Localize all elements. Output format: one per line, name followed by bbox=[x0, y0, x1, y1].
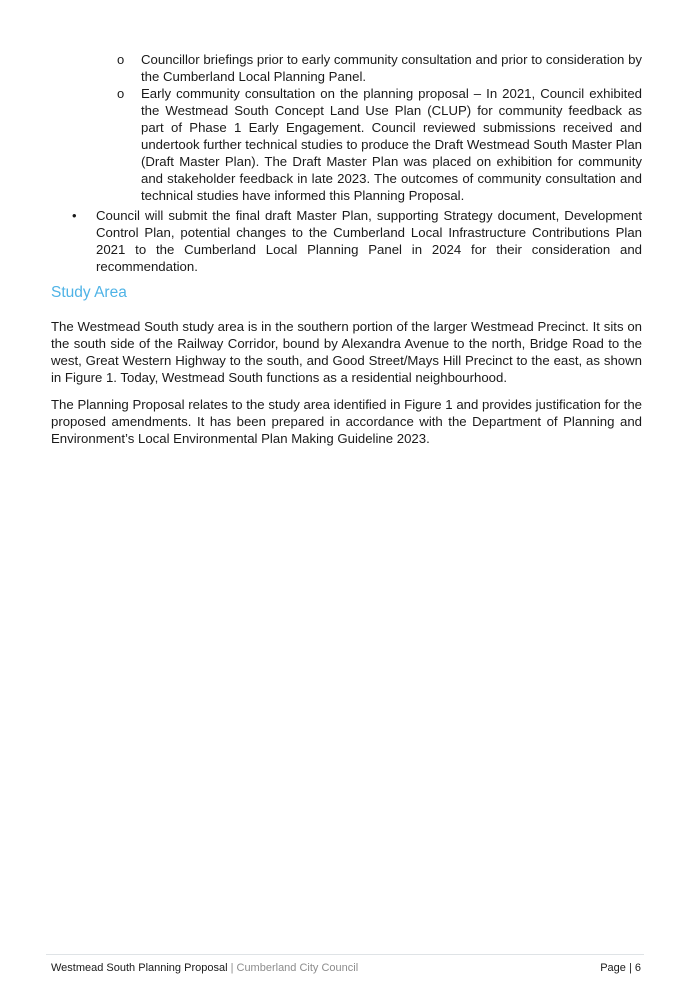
sub-bullet-text: Early community consultation on the planning proposal – In 2021, Council exhibited the Westmead South Concept Land Use Plan (CLUP) for community feedback as part of Phase 1 Early Engagement. Council reviewed submissions received and undertook further technical studies to produce the Draft Westmead South Master Plan (Draft Master Plan). The Draft Master Plan was placed on exhibition for community and stakeholder feedback in late 2023. The outcomes of community consultation and technical studies have informed this Planning Proposal. bbox=[141, 86, 642, 203]
main-bullet-item bbox=[70, 207, 642, 275]
section-heading: Study Area bbox=[51, 284, 127, 301]
page-number: Page | 6 bbox=[600, 962, 641, 974]
main-bullet-text: Council will submit the final draft Master Plan, supporting Strategy document, Development Control Plan, potential changes to the Cumberland Local Infrastructure Contributions Plan 2021 to the Cumberland Local Planning Panel in 2024 for their consideration and recommendation. bbox=[96, 208, 642, 274]
footer-document-info bbox=[51, 962, 358, 974]
footer-document-title: Westmead South Planning Proposal bbox=[51, 962, 228, 974]
sub-bullet-item bbox=[117, 85, 642, 204]
body-paragraph: The Planning Proposal relates to the study area identified in Figure 1 and provides justification for the proposed amendments. It has been prepared in accordance with the Department of Planning and Environment’s Local Environmental Plan Making Guideline 2023. bbox=[51, 397, 642, 446]
sub-bullet-item bbox=[117, 51, 642, 85]
hollow-bullet-icon: o bbox=[117, 52, 125, 67]
footer-organisation: Cumberland City Council bbox=[236, 962, 359, 974]
sub-bullet-list bbox=[117, 51, 642, 204]
footer-separator: | bbox=[230, 962, 234, 974]
main-bullet-list bbox=[70, 207, 642, 275]
hollow-bullet-icon: o bbox=[117, 86, 125, 101]
filled-bullet-icon: • bbox=[72, 208, 77, 223]
footer-divider bbox=[46, 954, 644, 955]
sub-bullet-text: Councillor briefings prior to early community consultation and prior to consideration by the Cumberland Local Planning Panel. bbox=[141, 52, 642, 84]
body-paragraph: The Westmead South study area is in the southern portion of the larger Westmead Precinct. It sits on the south side of the Railway Corridor, bound by Alexandra Avenue to the north, Bridge Road to the west, Great Western Highway to the south, and Good Street/Mays Hill Precinct to the east, as shown in Figure 1. Today, Westmead South functions as a residential neighbourhood. bbox=[51, 319, 642, 385]
